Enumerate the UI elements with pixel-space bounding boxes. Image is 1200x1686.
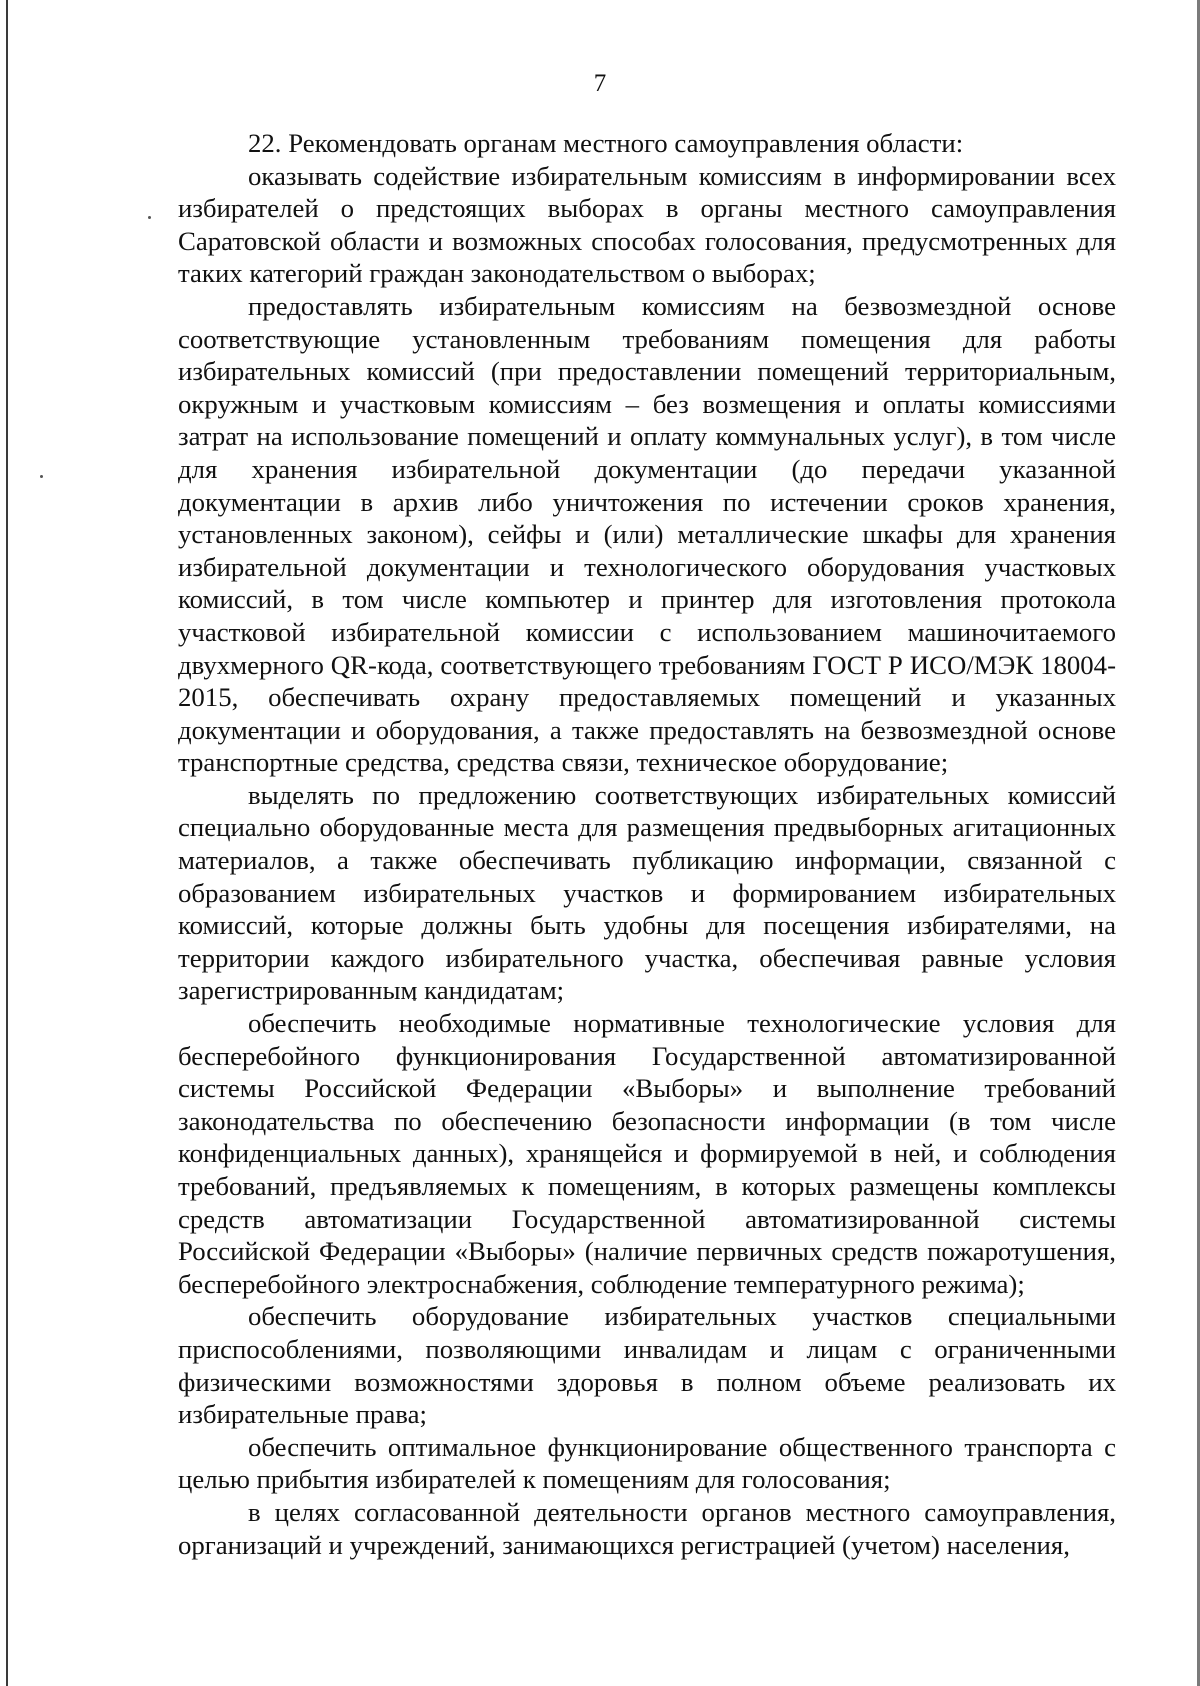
paragraph-accessibility: обеспечить оборудование избирательных участков специальными приспособлениями, позволяющими инвалидам и лицам с ограниченными физическими возможностями здоровья в полном объеме реализовать их избирательные права; xyxy=(178,1301,1116,1430)
paragraph-transport: обеспечить оптимальное функционирование общественного транспорта с целью прибытия избирателей к помещениям для голосования; xyxy=(178,1431,1116,1495)
scan-speck xyxy=(148,216,151,219)
paragraph-item-22: 22. Рекомендовать органам местного самоуправления области: xyxy=(248,128,964,158)
document-body xyxy=(178,127,1116,1561)
page-number: 7 xyxy=(593,70,607,97)
paragraph-inform-voters: оказывать содействие избирательным комиссиям в информировании всех избирателей о предстоящих выборах в органы местного самоуправления Саратовской области и возможных способах голосования, предусмотренных для таких категорий граждан законодательством о выборах; xyxy=(178,160,1116,289)
paragraph-provide-premises: предоставлять избирательным комиссиям на безвозмездной основе соответствующие установленным требованиям помещения для работы избирательных комиссий (при предоставлении помещений территориальным, окружным и участковым комиссиям – без возмещения и оплаты комиссиями затрат на использование помещений и оплату коммунальных услуг), в том числе для хранения избирательной документации (до передачи указанной документации в архив либо уничтожения по истечении сроков хранения, установленных законом), сейфы и (или) металлические шкафы для хранения избирательной документации и технологического оборудования участковых комиссий, в том числе компьютер и принтер для изготовления протокола участковой избирательной комиссии с использованием машиночитаемого двухмерного QR-кода, соответствующего требованиям ГОСТ Р ИСО/МЭК 18004-2015, обеспечивать охрану предоставляемых помещений и указанных документации и оборудования, а также предоставлять на безвозмездной основе транспортные средства, средства связи, техническое оборудование; xyxy=(178,290,1116,778)
paragraph-campaign-places: выделять по предложению соответствующих избирательных комиссий специально оборудованные места для размещения предвыборных агитационных материалов, а также обеспечивать публикацию информации, связанной с образованием избирательных участков и формированием избирательных комиссий, которые должны быть удобны для посещения избирателями, на территории каждого избирательного участка, обеспечивая равные условия зарегистрированным кандидатам; xyxy=(178,779,1116,1006)
scan-edge-left xyxy=(6,0,8,1686)
paragraph-coordination: в целях согласованной деятельности органов местного самоуправления, организаций и учреждений, занимающихся регистрацией (учетом) населения, xyxy=(178,1496,1116,1560)
paragraph-gas-vybory: обеспечить необходимые нормативные технологические условия для бесперебойного функционирования Государственной автоматизированной системы Российской Федерации «Выборы» и выполнение требований законодательства по обеспечению безопасности информации (в том числе конфиденциальных данных), хранящейся и формируемой в ней, и соблюдения требований, предъявляемых к помещениям, в которых размещены комплексы средств автоматизации Государственной автоматизированной системы Российской Федерации «Выборы» (наличие первичных средств пожаротушения, бесперебойного электроснабжения, соблюдение температурного режима); xyxy=(178,1008,1116,1299)
scan-speck xyxy=(40,475,43,478)
